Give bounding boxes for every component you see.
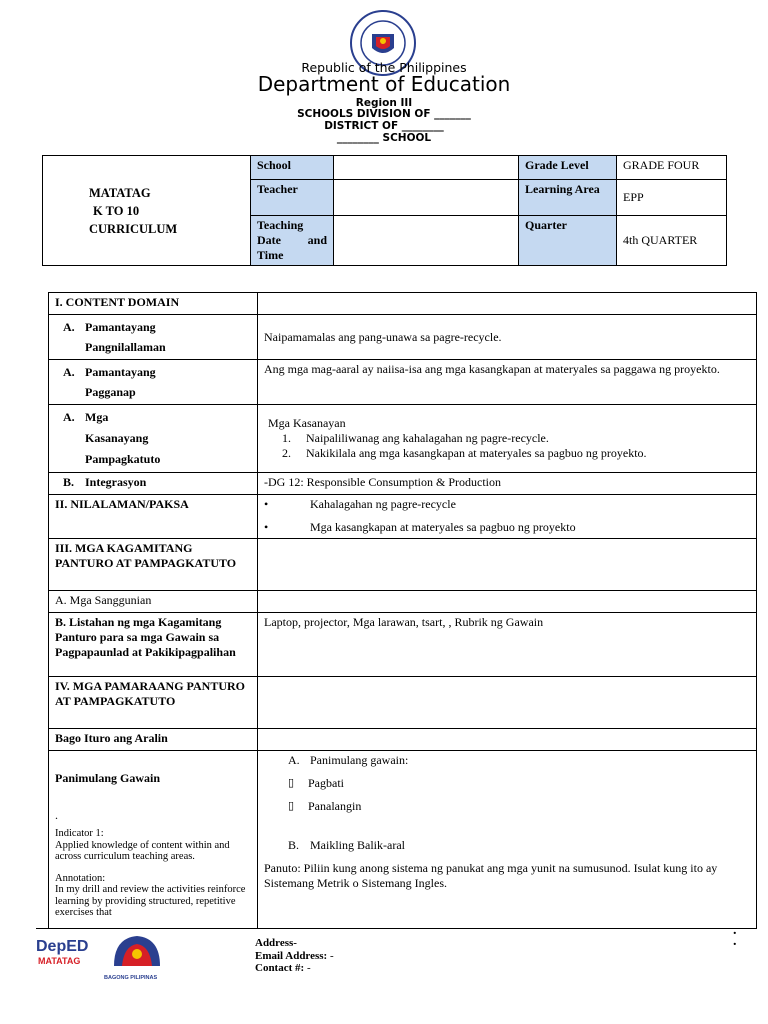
bagong-pilipinas-logo: BAGONG PILIPINAS [104, 932, 170, 981]
region-text: Region III [355, 97, 413, 109]
footer-divider [36, 928, 72, 929]
lesson-info-table [42, 155, 727, 266]
integrasyon-label: B. Integrasyon [49, 473, 258, 495]
content-domain-heading: I. CONTENT DOMAIN [49, 293, 258, 315]
contact-value: - [306, 962, 311, 974]
pamantayang-pagganap-value: Ang mga mag-aaral ay naiisa-isa ang mga kasangkapan at materyales sa paggawa ng proyekto. [258, 360, 757, 405]
pamantayang-pangnilalaman-label: A. Pamantayang Pangnilallaman [49, 315, 258, 360]
indicator-title: Indicator 1: [55, 828, 104, 839]
grade-level-value[interactable]: GRADE FOUR [617, 156, 727, 180]
division-text: SCHOOLS DIVISION OF _______ [297, 108, 471, 120]
kagamitan-value[interactable] [258, 539, 757, 591]
learning-area-value[interactable]: EPP [617, 180, 727, 216]
listahan-label: B. Listahan ng mga Kagamitang Panturo para sa mga Gawain sa Pagpapaunlad at Pakikipagpalihan [49, 613, 258, 677]
pamaraan-heading: IV. MGA PAMARAANG PANTURO AT PAMPAGKATUTO [49, 677, 258, 729]
integrasyon-value: -DG 12: Responsible Consumption & Production [258, 473, 757, 495]
grade-level-label: Grade Level [519, 156, 617, 180]
footer-contact-info [255, 937, 334, 975]
bago-ituro-label: Bago Ituro ang Aralin [49, 729, 258, 751]
teacher-value[interactable] [334, 180, 519, 216]
department-title: Department of Education [257, 72, 511, 96]
content-domain-value[interactable] [258, 293, 757, 315]
bagong-pilipinas-emblem-icon [104, 932, 170, 972]
panuto-text: Panuto: Piliin kung anong sistema ng panukat ang mga yunit na sumusunod. Isulat kung ito ay Sistemang Metrik o Sistemang Ingles. [264, 861, 718, 890]
footer-dots: . . [733, 923, 737, 949]
teaching-date-label: Teaching Date and Time [251, 216, 334, 266]
school-name-text: ________ SCHOOL [336, 132, 432, 144]
school-label: School [251, 156, 334, 180]
republic-text: Republic of the Philippines [301, 60, 467, 75]
kasanayang-pampagkatuto-label: A. Mga Kasanayang Pampagkatuto [49, 405, 258, 473]
pamantayang-pangnilalaman-value: Naipamamalas ang pang-unawa sa pagre-recycle. [258, 315, 757, 360]
pamaraan-value[interactable] [258, 677, 757, 729]
nilalaman-value: • Kahalagahan ng pagre-recycle • Mga kasangkapan at materyales sa pagbuo ng proyekto [258, 495, 757, 539]
learning-area-label: Learning Area [519, 180, 617, 216]
teacher-label: Teacher [251, 180, 334, 216]
contact-label: Contact #: [255, 962, 305, 974]
panimulang-gawain-value: A. Panimulang gawain: ▯ Pagbati ▯ Panalangin B. Maikling Balik-aral Panuto: Piliin kung anong sistema ng panukat ang mga yunit na sumusunod. Isulat kung ito ay Sistemang Metrik o Sistemang Ingles. [258, 751, 757, 929]
panimulang-gawain-label: Panimulang Gawain [55, 771, 161, 785]
address-label: Address- [255, 937, 297, 949]
curriculum-label: MATATAG K TO 10 CURRICULUM [43, 156, 251, 266]
list-item: 1. Naipaliliwanag ang kahalagahan ng pagre-recycle. [294, 431, 750, 446]
email-value: - [329, 949, 334, 962]
panimulang-gawain-cell: Panimulang Gawain . Indicator 1: Applied knowledge of content within and across curriculum teaching areas. Annotation: In my drill and review the activities reinforce learning by providing structured, repetitive exercises that [49, 751, 258, 929]
district-text: DISTRICT OF ________ [324, 120, 444, 132]
school-value[interactable] [334, 156, 519, 180]
quarter-label: Quarter [519, 216, 617, 266]
annotation-title: Annotation: [55, 872, 106, 884]
checkbox-icon: ▯ [288, 799, 295, 812]
indicator-text: Applied knowledge of content within and across curriculum teaching areas. [55, 839, 230, 862]
annotation-text: In my drill and review the activities reinforce learning by providing structured, repetitive exercises that [55, 884, 246, 918]
list-item: Kahalagahan ng pagre-recycle [310, 497, 456, 511]
list-item: Mga kasangkapan at materyales sa pagbuo ng proyekto [310, 520, 576, 534]
pamantayang-pagganap-label: A. Pamantayang Pagganap [49, 360, 258, 405]
teaching-date-value[interactable] [334, 216, 519, 266]
list-item: 2. Nakikilala ang mga kasangkapan at materyales sa pagbuo ng proyekto. [294, 446, 750, 461]
checkbox-icon: ▯ [288, 776, 295, 789]
lesson-plan-table [48, 292, 757, 929]
kagamitan-heading: III. MGA KAGAMITANG PANTURO AT PAMPAGKATUTO [49, 539, 258, 591]
sanggunian-label: A. Mga Sanggunian [49, 591, 258, 613]
deped-matatag-logo: DepED MATATAG [36, 938, 89, 966]
kasanayang-pampagkatuto-value: Mga Kasanayan 1. Naipaliliwanag ang kahalagahan ng pagre-recycle. 2. Nakikilala ang mga kasangkapan at materyales sa pagbuo ng proyekto. [258, 405, 757, 473]
nilalaman-heading: II. NILALAMAN/PAKSA [49, 495, 258, 539]
email-label: Email Address: [255, 949, 328, 962]
bago-ituro-value[interactable] [258, 729, 757, 751]
quarter-value[interactable]: 4th QUARTER [617, 216, 727, 266]
sanggunian-value[interactable] [258, 591, 757, 613]
listahan-value: Laptop, projector, Mga larawan, tsart, , Rubrik ng Gawain [258, 613, 757, 677]
